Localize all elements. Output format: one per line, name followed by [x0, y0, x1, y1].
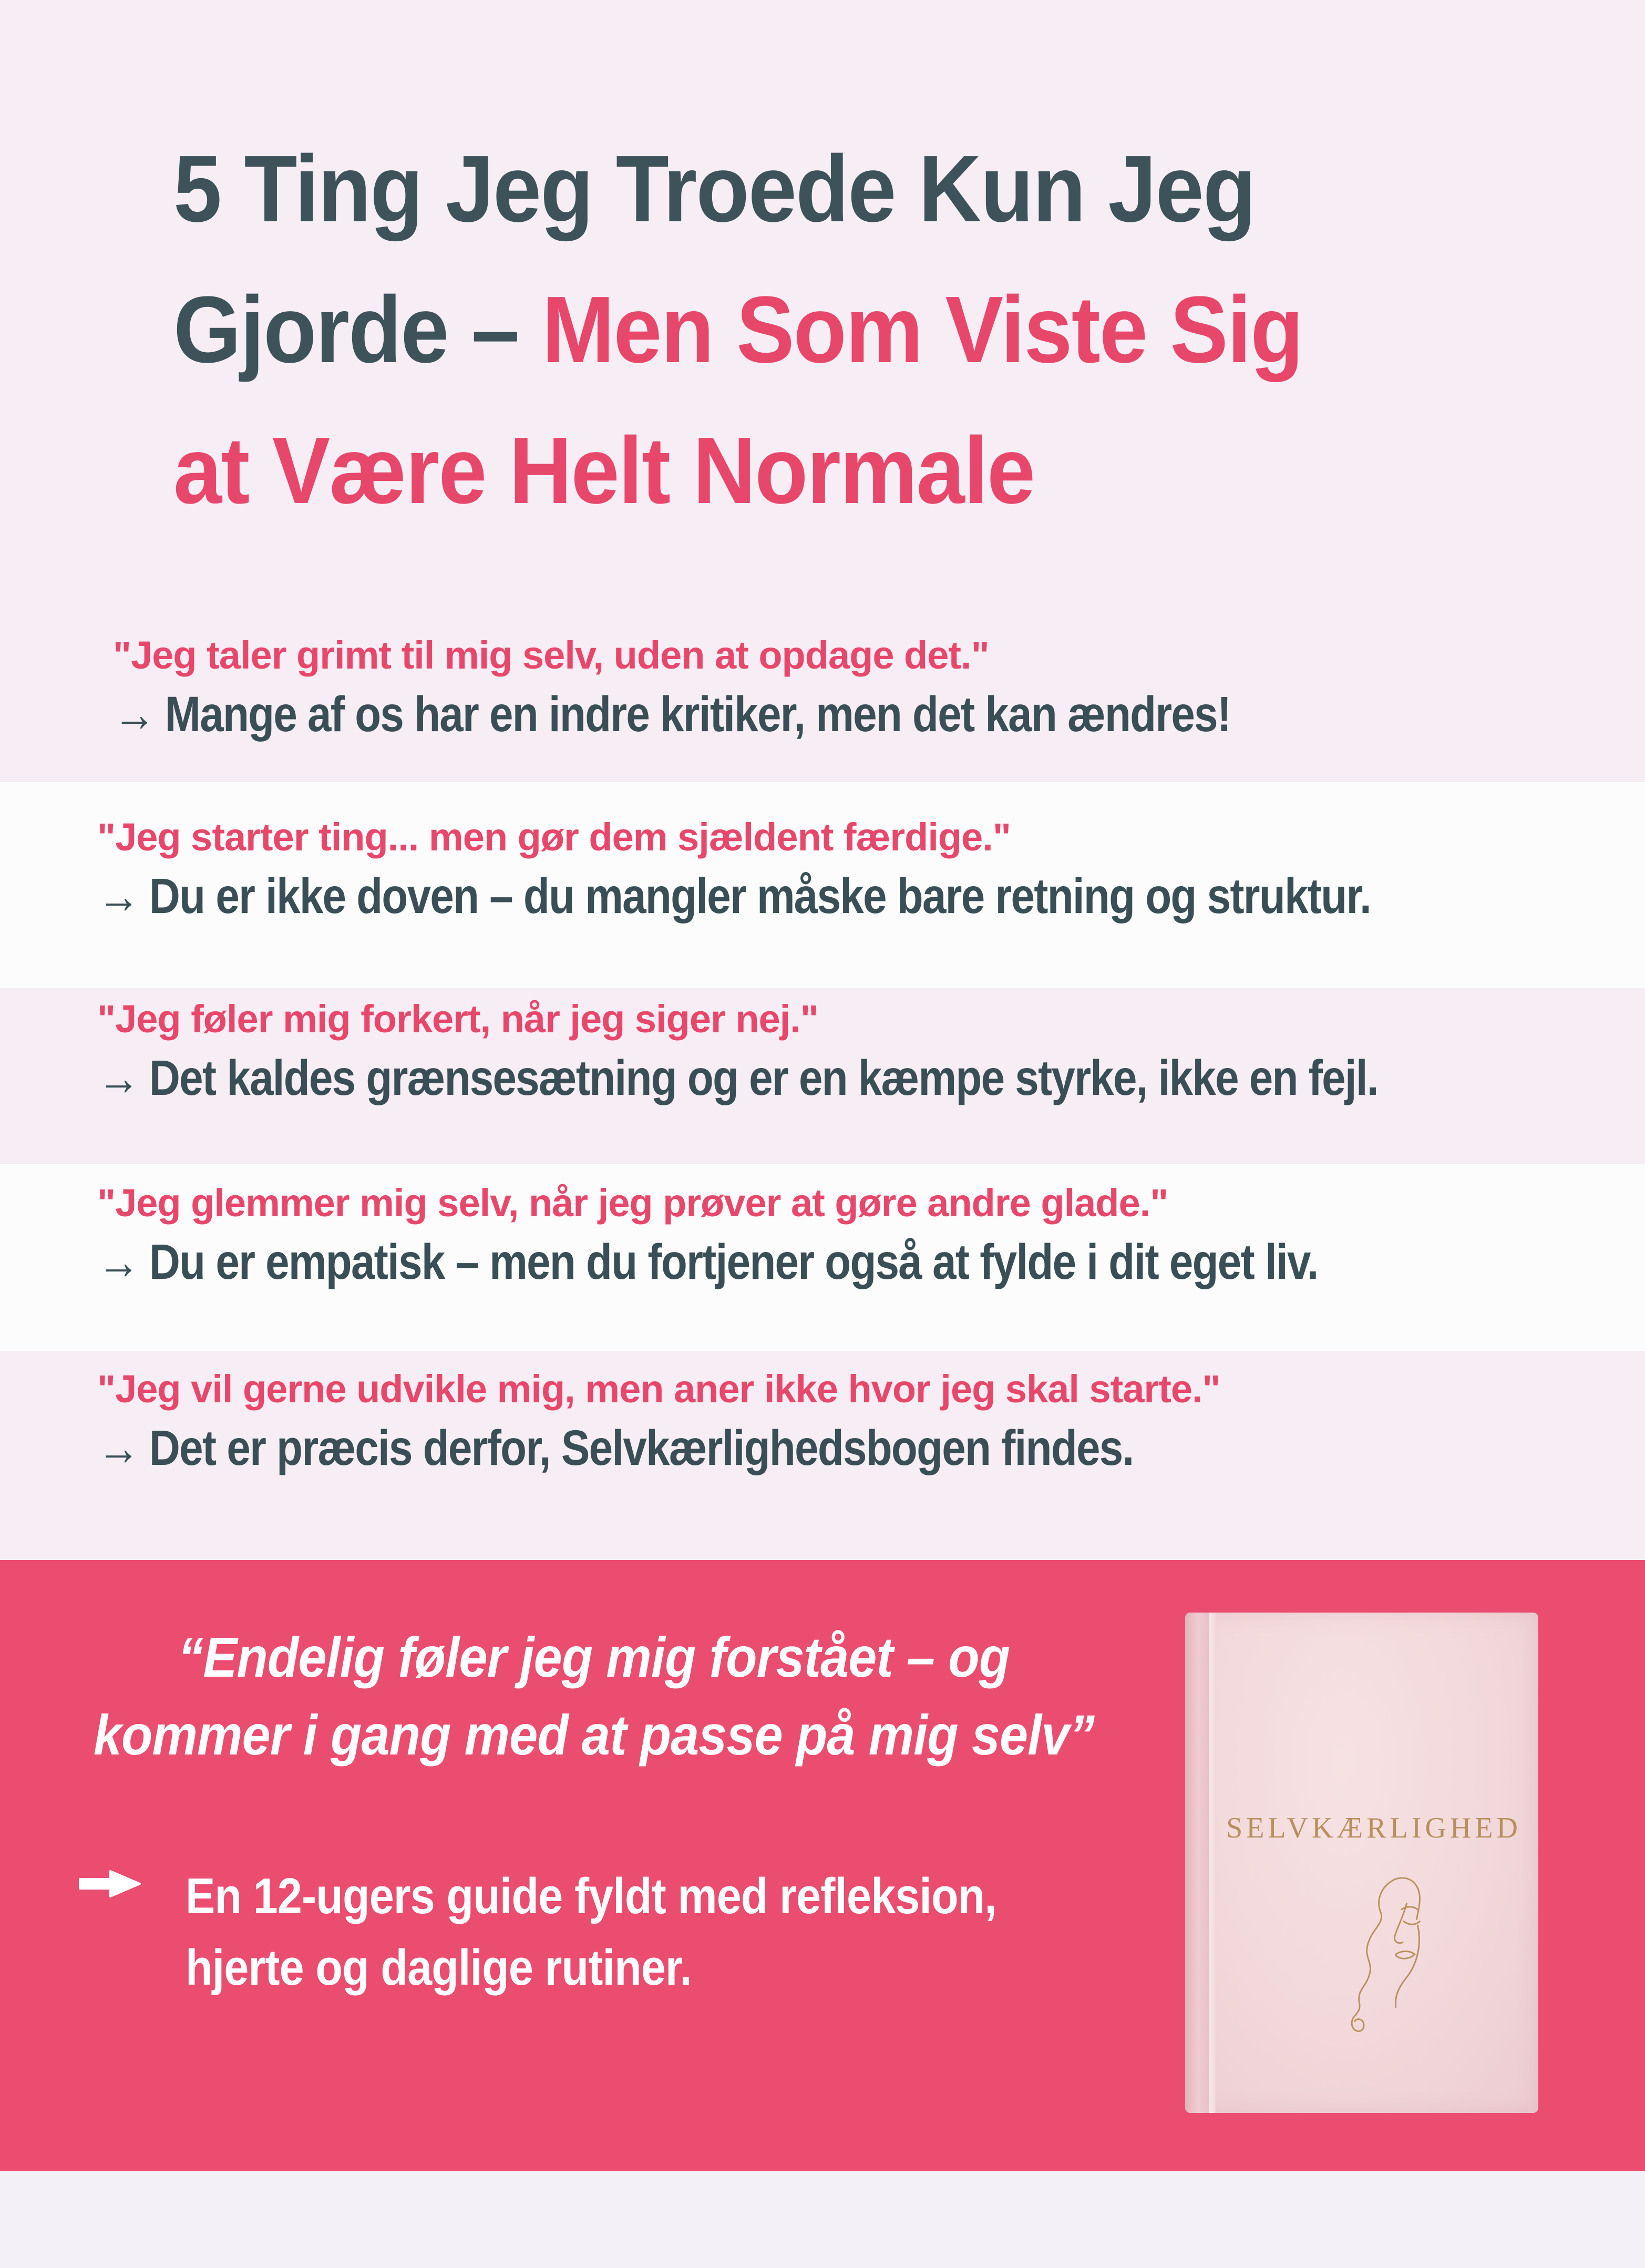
testimonial-line-2: kommer i gang med at passe på mig selv”	[93, 1703, 1095, 1767]
title-line-2-dark: Gjorde –	[173, 277, 542, 383]
belief-section-5	[97, 1367, 1302, 1477]
guide-description-line-1: En 12-ugers guide fyldt med refleksion,	[186, 1868, 996, 1924]
bold-right-arrow-icon	[79, 1867, 142, 1900]
bottom-margin-strip	[0, 2171, 1645, 2268]
testimonial-line-1: “Endelig føler jeg mig forstået – og	[178, 1625, 1010, 1689]
guide-description	[186, 1861, 996, 2004]
belief-section-1	[113, 633, 1412, 743]
right-arrow-icon: →	[113, 686, 155, 742]
belief-quote-2: "Jeg starter ting... men gør dem sjældent færdige."	[97, 815, 1011, 859]
title-line-3: at Være Helt Normale	[173, 418, 1035, 524]
right-arrow-icon: →	[97, 1420, 139, 1476]
belief-section-2	[97, 815, 1578, 925]
belief-response-2-text: Du er ikke doven – du mangler måske bare retning og struktur.	[149, 868, 1371, 924]
belief-quote-1: "Jeg taler grimt til mig selv, uden at opdage det."	[113, 633, 989, 677]
belief-quote-4: "Jeg glemmer mig selv, når jeg prøver at gøre andre glade."	[97, 1181, 1168, 1225]
belief-response-2	[97, 868, 1371, 925]
belief-response-3-text: Det kaldes grænsesætning og er en kæmpe styrke, ikke en fejl.	[149, 1050, 1378, 1106]
title-line-2-pink: Men Som Viste Sig	[542, 277, 1303, 383]
guide-description-line-2: hjerte og daglige rutiner.	[186, 1939, 692, 1996]
title-line-1: 5 Ting Jeg Troede Kun Jeg	[173, 136, 1256, 242]
book-cover-image	[1185, 1613, 1538, 2113]
belief-section-4	[97, 1181, 1517, 1291]
belief-response-5-text: Det er præcis derfor, Selvkærlighedsbogen findes.	[149, 1420, 1134, 1476]
belief-quote-3: "Jeg føler mig forkert, når jeg siger nej."	[97, 997, 818, 1041]
belief-response-4	[97, 1234, 1318, 1291]
right-arrow-icon: →	[97, 1050, 139, 1106]
belief-response-4-text: Du er empatisk – men du fortjener også at fylde i dit eget liv.	[149, 1234, 1318, 1290]
testimonial-quote	[78, 1618, 1109, 1774]
belief-response-1	[113, 686, 1230, 743]
book-spine	[1185, 1613, 1209, 2113]
belief-response-1-text: Mange af os har en indre kritiker, men det kan ændres!	[164, 686, 1231, 742]
belief-response-3	[97, 1050, 1378, 1107]
belief-quote-5: "Jeg vil gerne udvikle mig, men aner ikke hvor jeg skal starte."	[97, 1367, 1220, 1411]
belief-section-3	[97, 997, 1587, 1107]
page-title	[173, 119, 1302, 541]
book-title: SELVKÆRLIGHED	[1226, 1812, 1521, 1844]
book-spine-highlight	[1209, 1613, 1216, 2113]
belief-response-5	[97, 1420, 1133, 1477]
title-line-2	[173, 260, 1302, 401]
line-art-face-illustration	[1343, 1869, 1443, 2043]
right-arrow-icon: →	[97, 1234, 139, 1290]
right-arrow-icon: →	[97, 868, 139, 924]
